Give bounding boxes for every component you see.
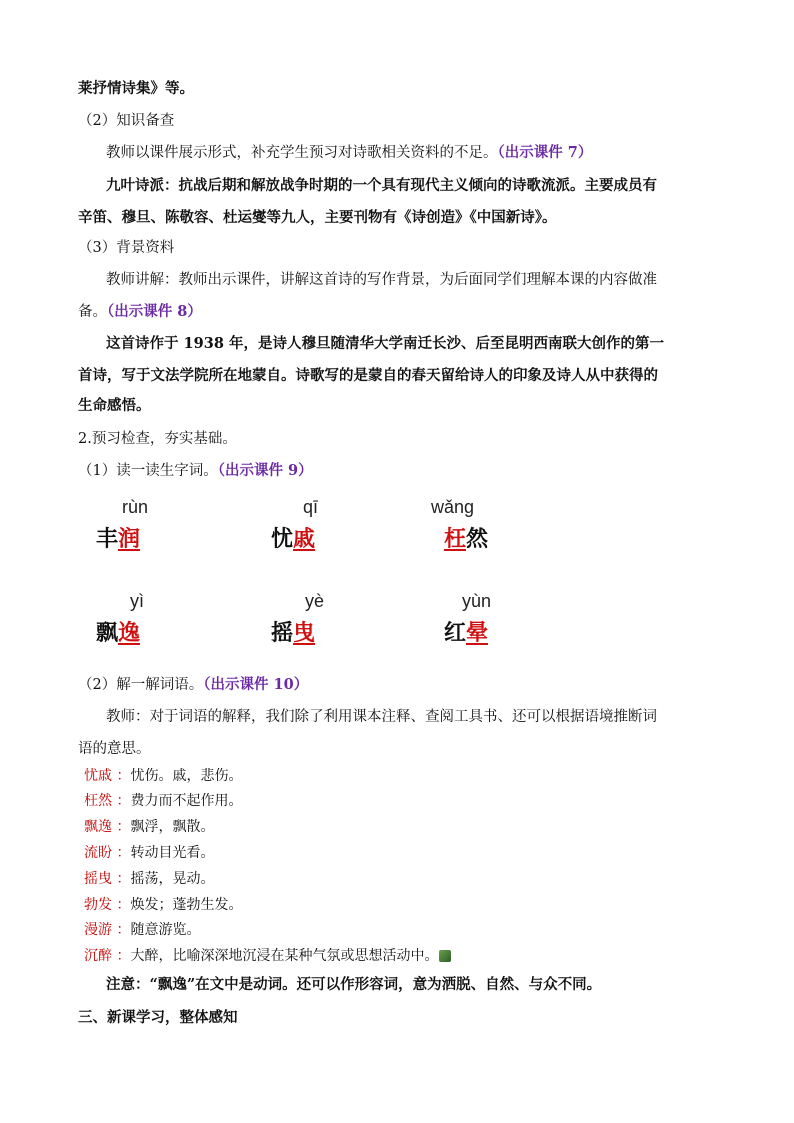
paragraph-line: 九叶诗派：抗战后期和解放战争时期的一个具有现代主义倾向的诗歌流派。主要成员有 <box>106 177 657 194</box>
pinyin-label: yùn <box>462 591 492 611</box>
paragraph-line: 首诗，写于文法学院所在地蒙自。诗歌写的是蒙自的春天留给诗人的印象及诗人从中获得的 <box>78 367 658 384</box>
subheading-background: （3）背景资料 <box>78 240 175 256</box>
subheading-knowledge: （2）知识备查 <box>78 113 175 129</box>
section-heading: 2.预习检查，夯实基础。 <box>78 431 237 447</box>
subheading-read <box>78 461 313 481</box>
paragraph-line: 生命感悟。 <box>78 397 151 414</box>
vocab-target-char: 枉 <box>444 526 467 552</box>
vocab-target-char: 润 <box>118 526 141 552</box>
courseware-tag: （出示课件 7） <box>497 144 593 161</box>
vocab-word <box>271 616 315 647</box>
glossary-def: 忧伤。戚，悲伤。 <box>130 768 243 784</box>
glossary-item: 勃发 ：焕发；蓬勃生发。 <box>84 897 243 913</box>
glossary-term: 枉然 <box>84 793 112 809</box>
vocab-word <box>444 522 488 553</box>
subheading-text: （1）读一读生字词。 <box>78 463 218 479</box>
pinyin-label: yè <box>305 591 325 611</box>
vocab-char: 然 <box>466 526 489 552</box>
glossary-item: 流盼 ：转动目光看。 <box>84 845 215 861</box>
glossary-item: 漫游 ：随意游览。 <box>84 922 201 938</box>
vocab-word <box>96 616 140 647</box>
glossary-term: 飘逸 <box>84 819 112 835</box>
pinyin-label: yì <box>130 591 145 611</box>
subheading-text: （2）解一解词语。 <box>78 677 204 693</box>
vocab-char: 忧 <box>271 526 294 552</box>
subheading-explain <box>78 675 308 695</box>
glossary-item: 枉然 ：费力而不起作用。 <box>84 793 243 809</box>
vocab-char: 摇 <box>271 620 294 646</box>
vocab-target-char: 戚 <box>293 526 316 552</box>
vocab-char: 飘 <box>96 620 119 646</box>
glossary-item: 摇曳 ：摇荡，晃动。 <box>84 871 215 887</box>
paragraph-line <box>78 302 202 322</box>
pinyin-label: wǎng <box>431 497 475 517</box>
courseware-tag: （出示课件 9） <box>217 462 313 479</box>
paragraph-line <box>106 143 592 163</box>
glossary-term: 忧戚 <box>84 768 112 784</box>
paragraph-text: 备。 <box>78 304 107 320</box>
paragraph-line: 教师讲解：教师出示课件，讲解这首诗的写作背景，为后面同学们理解本课的内容做准 <box>106 272 657 288</box>
glossary-item: 沉醉 ：大醉，比喻深深地沉浸在某种气氛或思想活动中。 <box>84 945 451 965</box>
vocab-char: 红 <box>444 620 467 646</box>
glossary-def: 焕发；蓬勃生发。 <box>130 897 243 913</box>
glossary-term: 漫游 <box>84 922 112 938</box>
glossary-item: 飘逸 ：飘浮，飘散。 <box>84 819 215 835</box>
courseware-tag: （出示课件 8） <box>107 303 202 320</box>
vocab-word <box>444 616 488 647</box>
note-line: 注意：“飘逸”在文中是动词。还可以作形容词，意为洒脱、自然、与众不同。 <box>106 976 602 993</box>
paragraph-line: 教师：对于词语的解释，我们除了利用课本注释、查阅工具书、还可以根据语境推断词 <box>106 709 657 725</box>
vocab-word <box>96 522 140 553</box>
courseware-tag: （出示课件 10） <box>203 676 309 693</box>
glossary-term: 沉醉 <box>84 948 112 964</box>
paragraph-line: 语的意思。 <box>78 741 151 757</box>
paragraph-line: 这首诗作于 1938 年，是诗人穆旦随清华大学南迁长沙、后至昆明西南联大创作的第一 <box>106 335 664 352</box>
glossary-def: 大醉，比喻深深地沉浸在某种气氛或思想活动中。 <box>130 948 439 964</box>
image-thumbnail-icon <box>439 950 451 962</box>
glossary-term: 勃发 <box>84 897 112 913</box>
section-heading: 三、新课学习，整体感知 <box>78 1009 238 1026</box>
vocab-target-char: 晕 <box>466 620 489 646</box>
paragraph-text: 教师以课件展示形式，补充学生预习对诗歌相关资料的不足。 <box>106 145 498 161</box>
glossary-def: 摇荡，晃动。 <box>130 871 215 887</box>
glossary-def: 费力而不起作用。 <box>130 793 243 809</box>
vocab-target-char: 曳 <box>293 620 316 646</box>
pinyin-label: qī <box>303 497 319 517</box>
paragraph-line: 辛笛、穆旦、陈敬容、杜运燮等九人，主要刊物有《诗创造》《中国新诗》。 <box>78 209 557 226</box>
vocab-target-char: 逸 <box>118 620 141 646</box>
glossary-term: 流盼 <box>84 845 112 861</box>
vocab-word <box>271 522 315 553</box>
glossary-def: 转动目光看。 <box>130 845 215 861</box>
text-line: 莱抒情诗集》等。 <box>78 80 194 97</box>
glossary-def: 随意游览。 <box>130 922 201 938</box>
glossary-def: 飘浮，飘散。 <box>130 819 215 835</box>
glossary-term: 摇曳 <box>84 871 112 887</box>
pinyin-label: rùn <box>122 497 149 517</box>
vocab-char: 丰 <box>96 526 119 552</box>
glossary-item: 忧戚 ：忧伤。戚，悲伤。 <box>84 768 243 784</box>
